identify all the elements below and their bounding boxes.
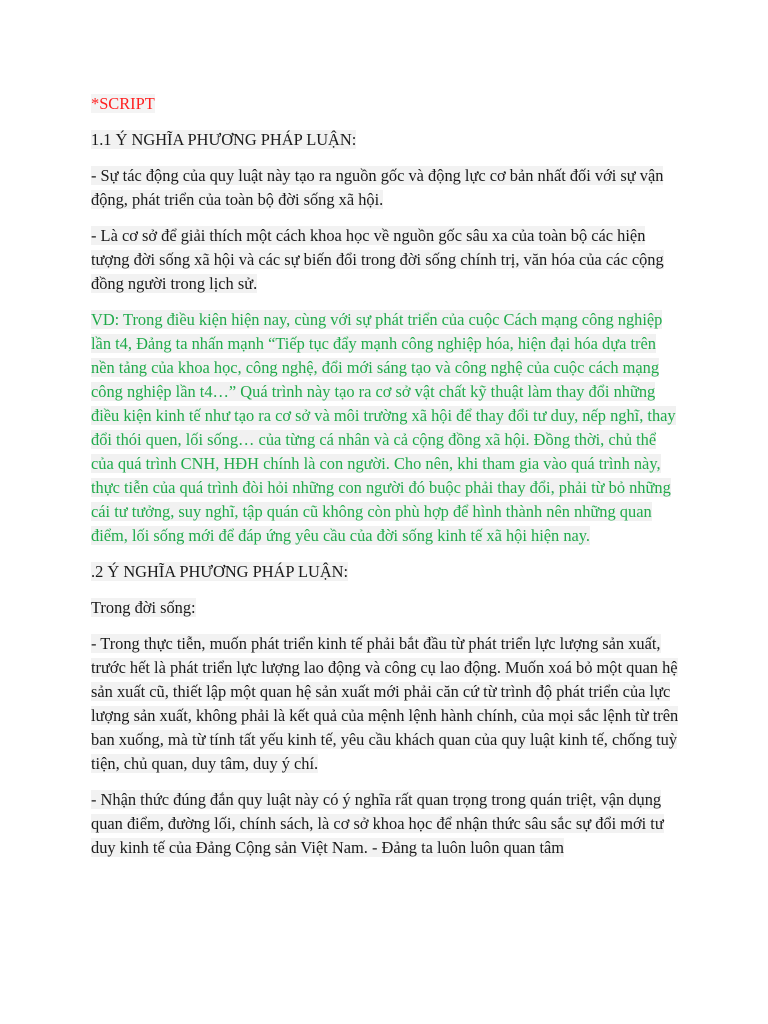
document-body xyxy=(91,92,681,872)
script-label: *SCRIPT xyxy=(91,94,155,113)
section-heading-1: 1.1 Ý NGHĨA PHƯƠNG PHÁP LUẬN: xyxy=(91,130,357,149)
paragraph-1: - Sự tác động của quy luật này tạo ra nguồn gốc và động lực cơ bản nhất đối với sự vận động, phát triển của toàn bộ đời sống xã hội. xyxy=(91,166,664,209)
section-heading-2: .2 Ý NGHĨA PHƯƠNG PHÁP LUẬN: xyxy=(91,562,349,581)
paragraph-5: - Nhận thức đúng đắn quy luật này có ý nghĩa rất quan trọng trong quán triệt, vận dụng quan điểm, đường lối, chính sách, là cơ sở khoa học để nhận thức sâu sắc sự đổi mới tư duy kinh tế của Đảng Cộng sản Việt Nam. - Đảng ta luôn luôn quan tâm xyxy=(91,790,664,857)
paragraph-3: Trong đời sống: xyxy=(91,598,196,617)
paragraph-4: - Trong thực tiễn, muốn phát triển kinh tế phải bắt đầu từ phát triển lực lượng sản xuất, trước hết là phát triển lực lượng lao động và công cụ lao động. Muốn xoá bỏ một quan hệ sản xuất cũ, thiết lập một quan hệ sản xuất mới phải căn cứ từ trình độ phát triển của lực lượng sản xuất, không phải là kết quả của mệnh lệnh hành chính, của mọi sắc lệnh từ trên ban xuống, mà từ tính tất yếu kinh tế, yêu cầu khách quan của quy luật kinh tế, chống tuỳ tiện, chủ quan, duy tâm, duy ý chí. xyxy=(91,634,679,773)
example-paragraph: VD: Trong điều kiện hiện nay, cùng với sự phát triển của cuộc Cách mạng công nghiệp lần t4, Đảng ta nhấn mạnh “Tiếp tục đẩy mạnh công nghiệp hóa, hiện đại hóa dựa trên nền tảng của khoa học, công nghệ, đổi mới sáng tạo và công nghệ của cuộc cách mạng công nghiệp lần t4…” Quá trình này tạo ra cơ sở vật chất kỹ thuật làm thay đổi những điều kiện kinh tế như tạo ra cơ sở và môi trường xã hội để thay đổi tư duy, nếp nghĩ, thay đổi thói quen, lối sống… của từng cá nhân và cả cộng đồng xã hội. Đồng thời, chủ thể của quá trình CNH, HĐH chính là con người. Cho nên, khi tham gia vào quá trình này, thực tiễn của quá trình đòi hỏi những con người đó buộc phải thay đổi, phải từ bỏ những cái tư tưởng, suy nghĩ, tập quán cũ không còn phù hợp để hình thành nên những quan điểm, lối sống mới để đáp ứng yêu cầu của đời sống kinh tế xã hội hiện nay. xyxy=(91,310,676,545)
paragraph-2: - Là cơ sở để giải thích một cách khoa học về nguồn gốc sâu xa của toàn bộ các hiện tượng đời sống xã hội và các sự biến đổi trong đời sống chính trị, văn hóa của các cộng đồng người trong lịch sử. xyxy=(91,226,664,293)
